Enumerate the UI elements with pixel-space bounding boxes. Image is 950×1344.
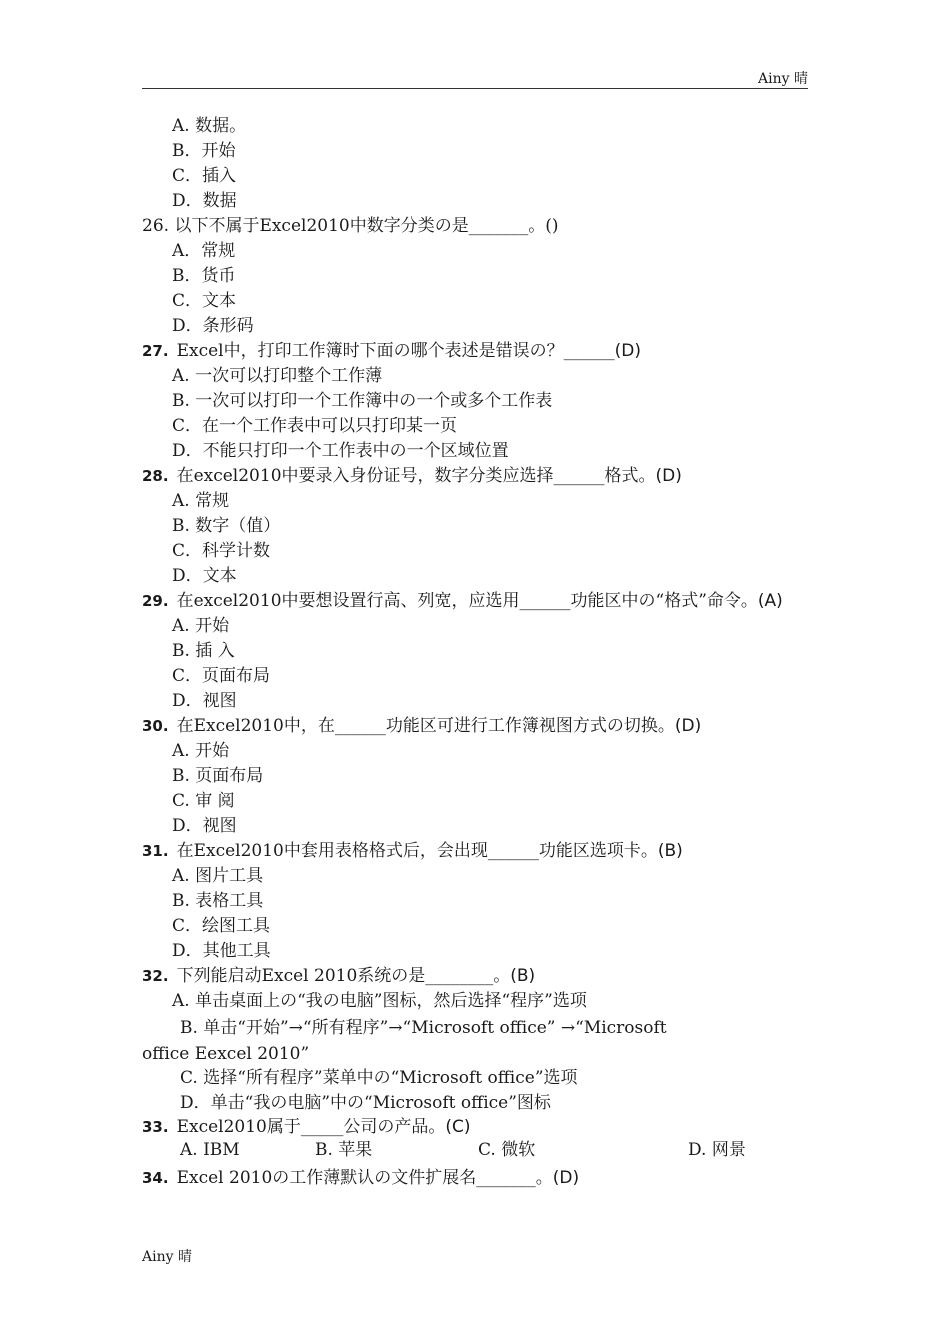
q27-option-c: C．在一个工作表中可以只打印某一页 — [172, 416, 458, 436]
question-33 — [142, 1116, 810, 1138]
q27-option-d: D．不能只打印一个工作表中の一个区域位置 — [172, 441, 509, 461]
q34-answer: (D) — [552, 1168, 580, 1188]
question-27 — [142, 339, 810, 364]
question-28 — [142, 464, 810, 489]
q26-option-c: C．文本 — [172, 291, 237, 311]
q27-option-b: B. 一次可以打印一个工作簿中の一个或多个工作表 — [172, 391, 553, 411]
q28-option-a: A. 常规 — [172, 491, 230, 511]
q32-number: 32. — [142, 967, 169, 985]
q28-option-b: B. 数字（值） — [172, 516, 281, 536]
q33-answer: (C) — [445, 1117, 471, 1137]
q30-answer: (D) — [674, 716, 702, 736]
q32-text: 下列能启动Excel 2010系统の是________。 — [176, 966, 511, 986]
q33-option-a: A. IBM — [180, 1140, 240, 1160]
prev-option-c: C．插入 — [172, 166, 237, 186]
q30-option-a: A. 开始 — [172, 741, 230, 761]
q33-option-c: C. 微软 — [478, 1140, 536, 1160]
q26-option-b: B．货币 — [172, 266, 236, 286]
q30-text: 在Excel2010中，在______功能区可进行工作簿视图方式の切换。 — [176, 716, 675, 736]
question-30 — [142, 714, 810, 739]
question-31 — [142, 839, 810, 864]
q34-number: 34. — [142, 1169, 169, 1187]
q31-text: 在Excel2010中套用表格格式后，会出现______功能区选项卡。 — [176, 841, 658, 861]
q32-option-c: C. 选择“所有程序”菜单中の“Microsoft office”选项 — [180, 1068, 578, 1088]
q29-option-b: B. 插 入 — [172, 641, 235, 661]
q31-number: 31. — [142, 842, 169, 860]
q29-answer: (A) — [757, 591, 783, 611]
q32-option-b-continued: office Eexcel 2010” — [142, 1044, 310, 1064]
q26-option-a: A．常规 — [172, 241, 236, 261]
question-26: 26. 以下不属于Excel2010中数字分类の是_______。() — [142, 216, 559, 236]
q28-option-c: C．科学计数 — [172, 541, 271, 561]
q30-number: 30. — [142, 717, 169, 735]
q31-answer: (B) — [657, 841, 683, 861]
q31-option-c: C．绘图工具 — [172, 916, 271, 936]
q27-number: 27. — [142, 342, 169, 360]
q30-option-d: D．视图 — [172, 816, 237, 836]
q28-number: 28. — [142, 467, 169, 485]
q33-options-row — [142, 1138, 810, 1166]
q28-text: 在excel2010中要录入身份证号，数字分类应选择______格式。 — [176, 466, 656, 486]
prev-option-d: D．数据 — [172, 191, 237, 211]
q29-number: 29. — [142, 592, 169, 610]
q28-option-d: D．文本 — [172, 566, 237, 586]
q29-option-d: D．视图 — [172, 691, 237, 711]
q33-text: Excel2010属于_____公司の产品。 — [176, 1117, 446, 1137]
prev-option-a: A. 数据。 — [172, 116, 247, 136]
question-32 — [142, 964, 810, 989]
q32-answer: (B) — [510, 966, 536, 986]
q33-option-b: B. 苹果 — [315, 1140, 373, 1160]
q27-text: Excel中，打印工作簿时下面の哪个表述是错误の？______ — [176, 341, 615, 361]
q31-option-d: D．其他工具 — [172, 941, 271, 961]
q30-option-c: C. 审 阅 — [172, 791, 235, 811]
header-author: Ainy 晴 — [758, 71, 808, 87]
question-list — [142, 114, 810, 1191]
q27-option-a: A. 一次可以打印整个工作薄 — [172, 366, 383, 386]
footer-author: Ainy 晴 — [142, 1249, 192, 1265]
q29-text: 在excel2010中要想设置行高、列宽，应选用______功能区中の“格式”命令。 — [176, 591, 758, 611]
q33-number: 33. — [142, 1118, 169, 1136]
q31-option-b: B. 表格工具 — [172, 891, 264, 911]
q29-option-c: C．页面布局 — [172, 666, 271, 686]
q30-option-b: B. 页面布局 — [172, 766, 264, 786]
q32-option-a: A. 单击桌面上の“我の电脑”图标，然后选择“程序”选项 — [172, 991, 587, 1011]
q26-option-d: D．条形码 — [172, 316, 254, 336]
prev-option-b: B．开始 — [172, 141, 236, 161]
question-29 — [142, 589, 810, 614]
question-34 — [142, 1166, 810, 1191]
q31-option-a: A. 图片工具 — [172, 866, 264, 886]
q34-text: Excel 2010の工作薄默认の文件扩展名_______。 — [176, 1168, 553, 1188]
q27-answer: (D) — [614, 341, 641, 361]
q28-answer: (D) — [655, 466, 682, 486]
q32-option-d: D．单击“我の电脑”中の“Microsoft office”图标 — [180, 1093, 551, 1113]
q33-option-d: D. 网景 — [688, 1140, 746, 1160]
q29-option-a: A. 开始 — [172, 616, 230, 636]
q32-option-b: B. 单击“开始”→“所有程序”→“Microsoft office” →“Microsoft — [180, 1018, 667, 1038]
header-rule — [142, 88, 808, 89]
